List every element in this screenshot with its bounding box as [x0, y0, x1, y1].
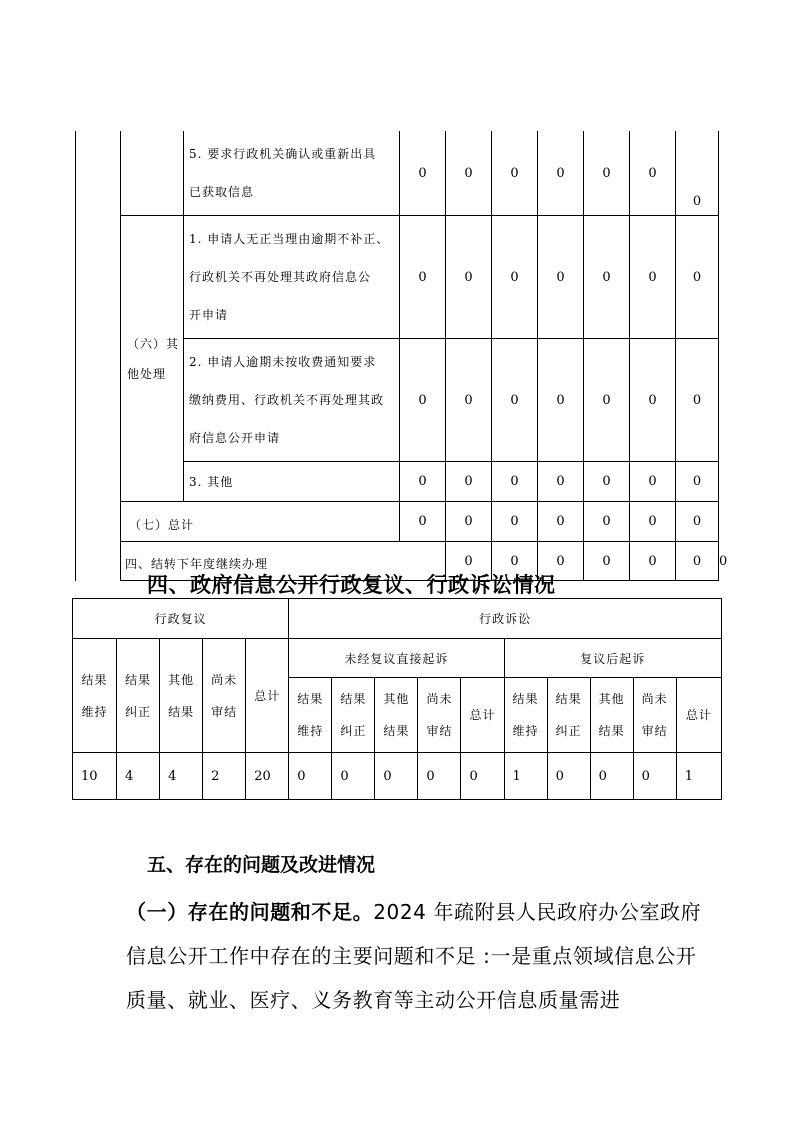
value-cell: 0	[461, 753, 504, 800]
item-label	[184, 216, 400, 339]
value-cell: 0	[676, 502, 719, 542]
value-cell: 4	[117, 753, 160, 800]
col-header-line: 结果	[297, 692, 324, 706]
review-col-header	[246, 639, 289, 753]
col-header-line: 维持	[297, 724, 324, 738]
after-review-litigation-header: 复议后起诉	[504, 639, 721, 678]
col-header-line: 其他	[383, 692, 410, 706]
item-label-line: 1. 申请人无正当理由逾期不补正、	[189, 232, 390, 246]
value-cell: 1	[676, 753, 721, 800]
col-header-line: 结果	[125, 672, 152, 687]
value-cell: 10	[73, 753, 117, 800]
item-label-line: 2. 申请人逾期未按收费通知要求	[189, 355, 377, 369]
col-header-line: 纠正	[340, 724, 367, 738]
col-header-line: 总计	[469, 708, 496, 722]
item-label-line: 缴纳费用、行政机关不再处理其政	[189, 393, 385, 407]
value-cell: 0	[547, 753, 590, 800]
review-header: 行政复议	[73, 599, 289, 639]
value-cell: 0	[400, 462, 446, 502]
col-header-line: 尚未	[641, 692, 668, 706]
outer-group-cell	[76, 131, 121, 581]
col-header-line: 结果	[81, 672, 108, 687]
litigation-header: 行政诉讼	[289, 599, 722, 639]
value-cell: 0	[492, 462, 538, 502]
value-cell: 0	[400, 216, 446, 339]
value-cell: 0	[584, 339, 630, 462]
value-cell: 0	[446, 216, 492, 339]
table-row-total	[76, 502, 719, 542]
value-cell: 0	[584, 216, 630, 339]
col-header-line: 尚未	[211, 672, 238, 687]
value-cell: 0	[418, 753, 461, 800]
item-label	[184, 339, 400, 462]
review-col-header	[73, 639, 117, 753]
review-litigation-table	[72, 598, 722, 800]
item-label-line: 行政机关不再处理其政府信息公	[189, 270, 372, 284]
value-cell: 0	[630, 339, 676, 462]
value-cell: 20	[246, 753, 289, 800]
value-cell: 0	[400, 339, 446, 462]
review-col-header	[117, 639, 160, 753]
value-cell: 0	[446, 502, 492, 542]
value-cell: 0	[676, 216, 719, 339]
col-header-line: 结果	[383, 724, 410, 738]
value-cell: 0	[584, 131, 630, 216]
value-cell: 0	[676, 462, 719, 502]
direct-litigation-header: 未经复议直接起诉	[289, 639, 504, 678]
value-cell: 0	[538, 502, 584, 542]
direct-col-header	[461, 678, 504, 753]
item-label-line: 府信息公开申请	[189, 431, 281, 445]
item-label-line: 开申请	[189, 308, 229, 322]
value-cell: 0	[538, 462, 584, 502]
col-header-line: 审结	[426, 724, 453, 738]
value-cell: 0	[676, 339, 719, 462]
group-label-line: 他处理	[127, 366, 167, 381]
problems-lead: （一）存在的问题和不足。	[126, 900, 374, 924]
value-cell: 0	[676, 131, 719, 216]
value-cell: 0	[446, 339, 492, 462]
direct-col-header	[418, 678, 461, 753]
value-cell: 0	[492, 542, 538, 581]
section-heading-review-litigation: 四、政府信息公开行政复议、行政诉讼情况	[147, 573, 556, 597]
value-cell: 0	[375, 753, 418, 800]
value-cell: 0	[584, 542, 630, 581]
col-header-line: 维持	[81, 704, 108, 719]
value-cell: 0	[492, 216, 538, 339]
item-label	[184, 462, 400, 502]
value-cell: 0	[538, 542, 584, 581]
direct-col-header	[289, 678, 332, 753]
col-header-line: 结果	[340, 692, 367, 706]
problems-paragraph	[104, 890, 714, 1022]
value-cell: 0	[633, 753, 676, 800]
after-col-header	[590, 678, 633, 753]
col-header-line: 结果	[168, 704, 195, 719]
value-cell: 0	[630, 216, 676, 339]
value-cell: 1	[504, 753, 547, 800]
prev-group-cell	[121, 131, 184, 216]
col-header-line: 尚未	[426, 692, 453, 706]
value-cell: 0	[400, 131, 446, 216]
value-cell: 0	[446, 131, 492, 216]
col-header-line: 结果	[555, 692, 582, 706]
problems-text: 2024 年疏附县人民政府办公室政府信息公开工作中存在的主要问题和不足 :一是重点领域信息公开质量、就业、医疗、义务教育等主动公开信息质量需进	[126, 900, 702, 1012]
col-header-line: 总计	[685, 708, 712, 722]
value-cell: 0	[584, 462, 630, 502]
item-label-line: 5. 要求行政机关确认或重新出具	[189, 147, 377, 161]
col-header-line: 纠正	[125, 704, 152, 719]
value-cell: 0	[289, 753, 332, 800]
col-header-line: 审结	[211, 704, 238, 719]
value-cell: 0	[538, 131, 584, 216]
review-col-header	[203, 639, 246, 753]
value-cell: 0	[446, 542, 492, 581]
value-cell: 0	[538, 339, 584, 462]
value-cell: 0	[630, 131, 676, 216]
value-cell: 0	[590, 753, 633, 800]
table-row	[76, 216, 719, 339]
direct-col-header	[332, 678, 375, 753]
value-cell: 0	[630, 542, 676, 581]
col-header-line: 结果	[512, 692, 539, 706]
col-header-line: 总计	[254, 688, 281, 703]
item-label-line: 已获取信息	[189, 185, 255, 199]
col-header-line: 纠正	[555, 724, 582, 738]
col-header-line: 审结	[641, 724, 668, 738]
value-cell: 0	[400, 502, 446, 542]
item-label	[184, 131, 400, 216]
after-col-header	[633, 678, 676, 753]
col-header-line: 维持	[512, 724, 539, 738]
total-label: （七）总计	[121, 502, 400, 542]
section-heading-problems: 五、存在的问题及改进情况	[147, 854, 376, 876]
direct-col-header	[375, 678, 418, 753]
value-cell: 2	[203, 753, 246, 800]
col-header-line: 其他	[598, 692, 625, 706]
table-row	[76, 131, 719, 216]
value-cell: 4	[160, 753, 203, 800]
after-col-header	[547, 678, 590, 753]
col-header-line: 结果	[598, 724, 625, 738]
value-cell: 0	[630, 462, 676, 502]
value-cell: 0	[584, 502, 630, 542]
group-label-other	[121, 216, 184, 502]
group-label-line: （六）其	[127, 336, 180, 351]
value-cell: 0	[446, 462, 492, 502]
table-row-carry: 四、结转下年度继续办理 0 0 0 0 0 0 0	[76, 542, 719, 581]
value-cell: 0	[538, 216, 584, 339]
after-col-header	[504, 678, 547, 753]
value-cell: 0	[676, 542, 719, 581]
value-cell: 0	[492, 339, 538, 462]
value-cell: 0	[630, 502, 676, 542]
value-cell: 0	[332, 753, 375, 800]
carry-label: 四、结转下年度继续办理	[121, 542, 446, 581]
value-cell: 0	[492, 131, 538, 216]
after-col-header	[676, 678, 721, 753]
value-cell: 0	[492, 502, 538, 542]
item-label-line: 3. 其他	[189, 474, 234, 489]
review-col-header	[160, 639, 203, 753]
col-header-line: 其他	[168, 672, 195, 687]
disposal-table	[75, 131, 728, 581]
